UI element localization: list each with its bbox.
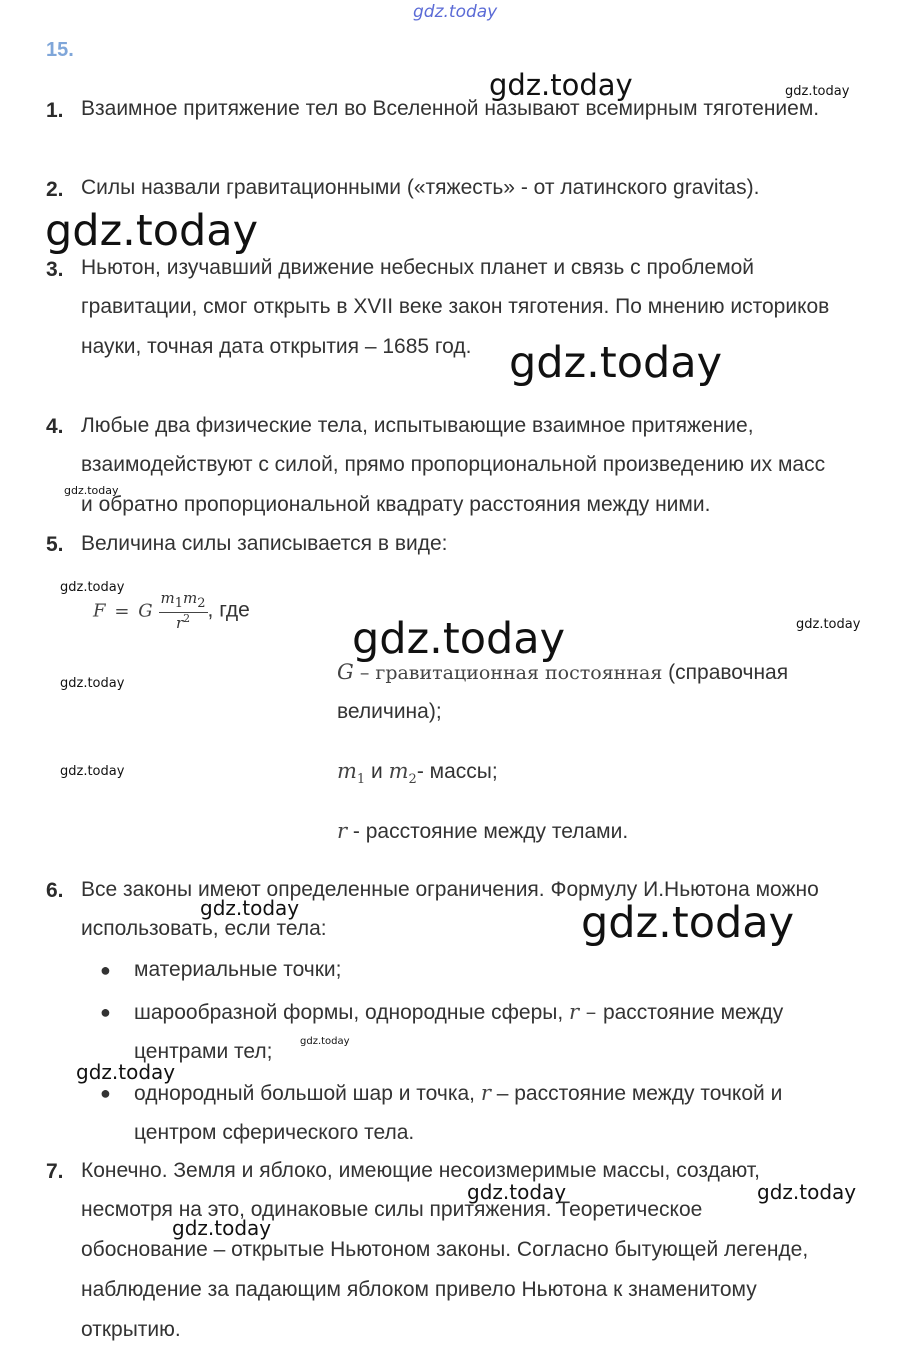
formula-tail: , где [207, 598, 250, 622]
answer-1-text: Взаимное притяжение тел во Вселенной называют всемирным тяготением. [81, 97, 820, 120]
watermark: gdz.today [467, 1180, 567, 1204]
watermark: gdz.today [60, 764, 125, 779]
watermark: gdz.today [200, 896, 300, 920]
formula-equals: = [114, 600, 130, 622]
definition-distance: r - расстояние между телами. [337, 819, 629, 843]
answer-7-line-4: наблюдение за падающим яблоком привело Ньютона к знаменитому [81, 1278, 757, 1301]
formula-F: F [93, 600, 106, 622]
answer-6-line-1: Все законы имеют определенные ограничения. Формулу И.Ньютона можно [81, 878, 819, 901]
watermark: gdz.today [45, 206, 259, 256]
watermark: gdz.today [60, 580, 125, 595]
answer-7-line-5: открытию. [81, 1318, 181, 1341]
bullet-1-text: материальные точки; [134, 958, 342, 981]
item-number-3: 3. [46, 258, 64, 281]
answer-4-line-2: взаимодействуют с силой, прямо пропорциональной произведению их масс [81, 453, 826, 476]
answer-3-line-1: Ньютон, изучавший движение небесных планет и связь с проблемой [81, 256, 755, 279]
definition-masses: $m_1$ и $m_2-$ массы; [337, 759, 498, 788]
watermark: gdz.today [76, 1060, 176, 1084]
bullet-2-line-2: центрами тел; [134, 1040, 273, 1063]
answer-3-line-2: гравитации, смог открыть в XVII веке закон тяготения. По мнению историков [81, 295, 830, 318]
watermark: gdz.today [785, 84, 850, 99]
answer-3-line-3: науки, точная дата открытия – 1685 год. [81, 335, 472, 358]
item-number-5: 5. [46, 533, 64, 556]
formula-denominator: $r^2$ [175, 611, 191, 632]
watermark: gdz.today [352, 614, 566, 664]
formula-fraction [159, 590, 208, 632]
item-number-4: 4. [46, 415, 64, 438]
watermark: gdz.today [300, 1036, 350, 1047]
answer-7-line-2: несмотря на это, одинаковые силы притяжения. Теоретическое [81, 1198, 703, 1221]
item-number-2: 2. [46, 178, 64, 201]
answer-7-line-3: обоснование – открытые Ньютоном законы. Согласно бытующей легенде, [81, 1238, 809, 1261]
item-number-6: 6. [46, 879, 64, 902]
definition-G: G – гравитационная постоянная (справочная [337, 660, 789, 684]
answer-7-line-1: Конечно. Земля и яблоко, имеющие несоизмеримые массы, создают, [81, 1159, 760, 1182]
watermark: gdz.today [581, 898, 795, 948]
bullet-icon: ● [100, 960, 111, 980]
formula-G: G [138, 600, 153, 622]
definition-G-line-2: величина); [337, 700, 442, 723]
watermark: gdz.today [796, 617, 861, 632]
bullet-icon: ● [100, 1002, 111, 1022]
item-number-1: 1. [46, 99, 64, 122]
watermark: gdz.today [489, 68, 633, 102]
answer-4-line-1: Любые два физические тела, испытывающие взаимное притяжение, [81, 414, 754, 437]
formula-numerator: $m_1m_2$ [160, 589, 206, 611]
watermark: gdz.today [60, 676, 125, 691]
item-number-7: 7. [46, 1160, 64, 1183]
bullet-3-line-2: центром сферического тела. [134, 1121, 415, 1144]
watermark: gdz.today [509, 338, 723, 388]
bullet-icon: ● [100, 1083, 111, 1103]
answer-5-text: Величина силы записывается в виде: [81, 532, 448, 555]
task-number: 15. [46, 39, 74, 61]
answer-6-line-2: использовать, если тела: [81, 917, 327, 940]
watermark: gdz.today [172, 1216, 272, 1240]
answer-2-text: Силы назвали гравитационными («тяжесть» - от латинского gravitas). [81, 176, 760, 199]
watermark: gdz.today [64, 484, 119, 497]
watermark: gdz.today [757, 1180, 857, 1204]
bullet-3-text: однородный большой шар и точка, r – расстояние между точкой и [134, 1081, 783, 1105]
answer-4-line-3: и обратно пропорциональной квадрату расстояния между ними. [81, 493, 711, 516]
gravity-formula [93, 590, 250, 632]
watermark-top: gdz.today [413, 2, 498, 22]
bullet-2-text: шарообразной формы, однородные сферы, r – расстояние между [134, 1000, 784, 1024]
